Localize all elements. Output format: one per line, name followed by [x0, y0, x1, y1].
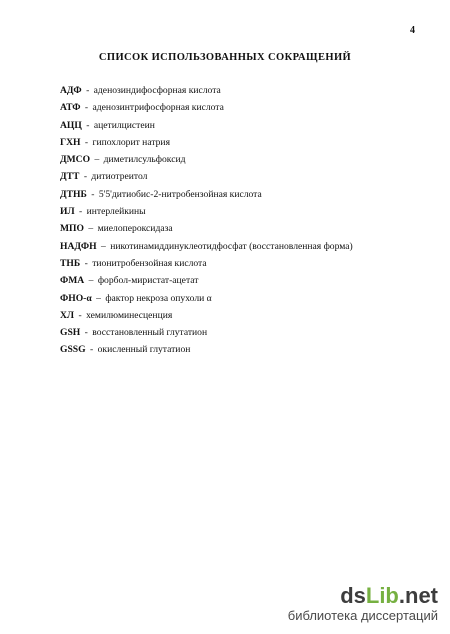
watermark-tagline: библиотека диссертаций	[287, 608, 438, 623]
abbreviation-row	[60, 203, 430, 220]
abbreviation-row	[60, 99, 430, 116]
abbreviation-row	[60, 186, 430, 203]
abbreviation-separator: -	[86, 85, 90, 96]
abbreviation-term: ГХН	[60, 136, 81, 148]
watermark	[288, 584, 438, 624]
abbreviation-row	[60, 117, 430, 134]
abbreviation-separator: -	[84, 257, 88, 269]
watermark-logo-lib: Lib	[365, 583, 399, 608]
abbreviation-separator: –	[96, 292, 101, 304]
abbreviation-definition: восстановленный глутатион	[92, 327, 208, 339]
watermark-logo-net: net	[405, 583, 438, 608]
abbreviation-definition: фактор некроза опухоли α	[105, 292, 212, 304]
abbreviation-term: АТФ	[60, 102, 81, 114]
abbreviation-definition: аденозинтрифосфорная кислота	[92, 102, 224, 114]
abbreviation-definition: диметилсульфоксид	[103, 154, 186, 166]
abbreviation-row	[60, 168, 430, 185]
abbreviation-term: ФНО-α	[60, 292, 92, 304]
abbreviation-term: ТНБ	[60, 257, 81, 269]
abbreviation-separator: –	[88, 275, 94, 287]
abbreviation-definition: миелопероксидаза	[97, 223, 173, 235]
abbreviation-definition: гипохлорит натрия	[92, 136, 170, 148]
abbreviation-term: GSH	[60, 327, 81, 339]
abbreviation-term: АДФ	[60, 85, 82, 96]
abbreviation-definition: 5'5'дитиобис-2-нитробензойная кислота	[98, 188, 262, 200]
abbreviation-definition: аденозиндифосфорная кислота	[93, 85, 221, 96]
abbreviation-separator: -	[79, 206, 83, 218]
watermark-logo-ds: ds	[340, 583, 366, 608]
abbreviation-separator: -	[86, 119, 90, 131]
abbreviation-separator: -	[78, 309, 82, 321]
abbreviation-term: ДТТ	[60, 171, 80, 183]
abbreviation-definition: интерлейкины	[86, 206, 146, 218]
abbreviation-row	[60, 324, 430, 341]
abbreviation-row	[60, 151, 430, 168]
page-title: СПИСОК ИСПОЛЬЗОВАННЫХ СОКРАЩЕНИЙ	[98, 52, 352, 63]
abbreviation-row	[60, 238, 430, 255]
abbreviation-term: АЦЦ	[60, 119, 82, 131]
watermark-logo-dot: .	[398, 583, 405, 608]
page-number: 4	[410, 25, 415, 36]
abbreviation-term: ФМА	[60, 275, 85, 287]
abbreviation-term: ИЛ	[60, 206, 75, 218]
abbreviation-definition: хемилюминесценция	[86, 309, 173, 321]
abbreviation-row	[60, 341, 430, 358]
abbreviation-separator: -	[84, 327, 88, 339]
abbreviation-term: ХЛ	[60, 309, 75, 321]
abbreviation-separator: –	[100, 240, 106, 252]
abbreviation-row	[60, 307, 430, 324]
abbreviation-separator: -	[84, 136, 89, 148]
abbreviation-separator: -	[90, 344, 94, 356]
abbreviation-term: GSSG	[60, 344, 86, 356]
abbreviation-term: ДТНБ	[60, 188, 87, 200]
abbreviation-definition: тионитробензойная кислота	[92, 257, 207, 269]
abbreviation-list	[60, 82, 430, 359]
abbreviation-term: МПО	[60, 223, 84, 235]
abbreviation-separator: -	[84, 102, 89, 114]
abbreviation-row	[60, 134, 430, 151]
abbreviation-definition: дитиотреитол	[91, 171, 148, 183]
abbreviation-definition: окисленный глутатион	[97, 344, 191, 356]
abbreviation-separator: -	[83, 171, 88, 183]
abbreviation-row	[60, 220, 430, 237]
abbreviation-definition: ацетилцистеин	[93, 119, 155, 131]
abbreviation-separator: –	[94, 154, 100, 166]
watermark-logo	[288, 584, 438, 608]
abbreviation-term: ДМСО	[60, 154, 91, 166]
abbreviation-separator: -	[91, 188, 95, 200]
abbreviation-row	[60, 290, 430, 307]
abbreviation-separator: –	[88, 223, 94, 235]
abbreviation-row	[60, 82, 430, 99]
abbreviation-term: НАДФН	[60, 240, 97, 252]
abbreviation-row	[60, 272, 430, 289]
abbreviation-row	[60, 255, 430, 272]
abbreviation-definition: никотинамиддинуклеотидфосфат (восстановленная форма)	[110, 240, 353, 252]
abbreviation-definition: форбол-миристат-ацетат	[97, 275, 199, 287]
